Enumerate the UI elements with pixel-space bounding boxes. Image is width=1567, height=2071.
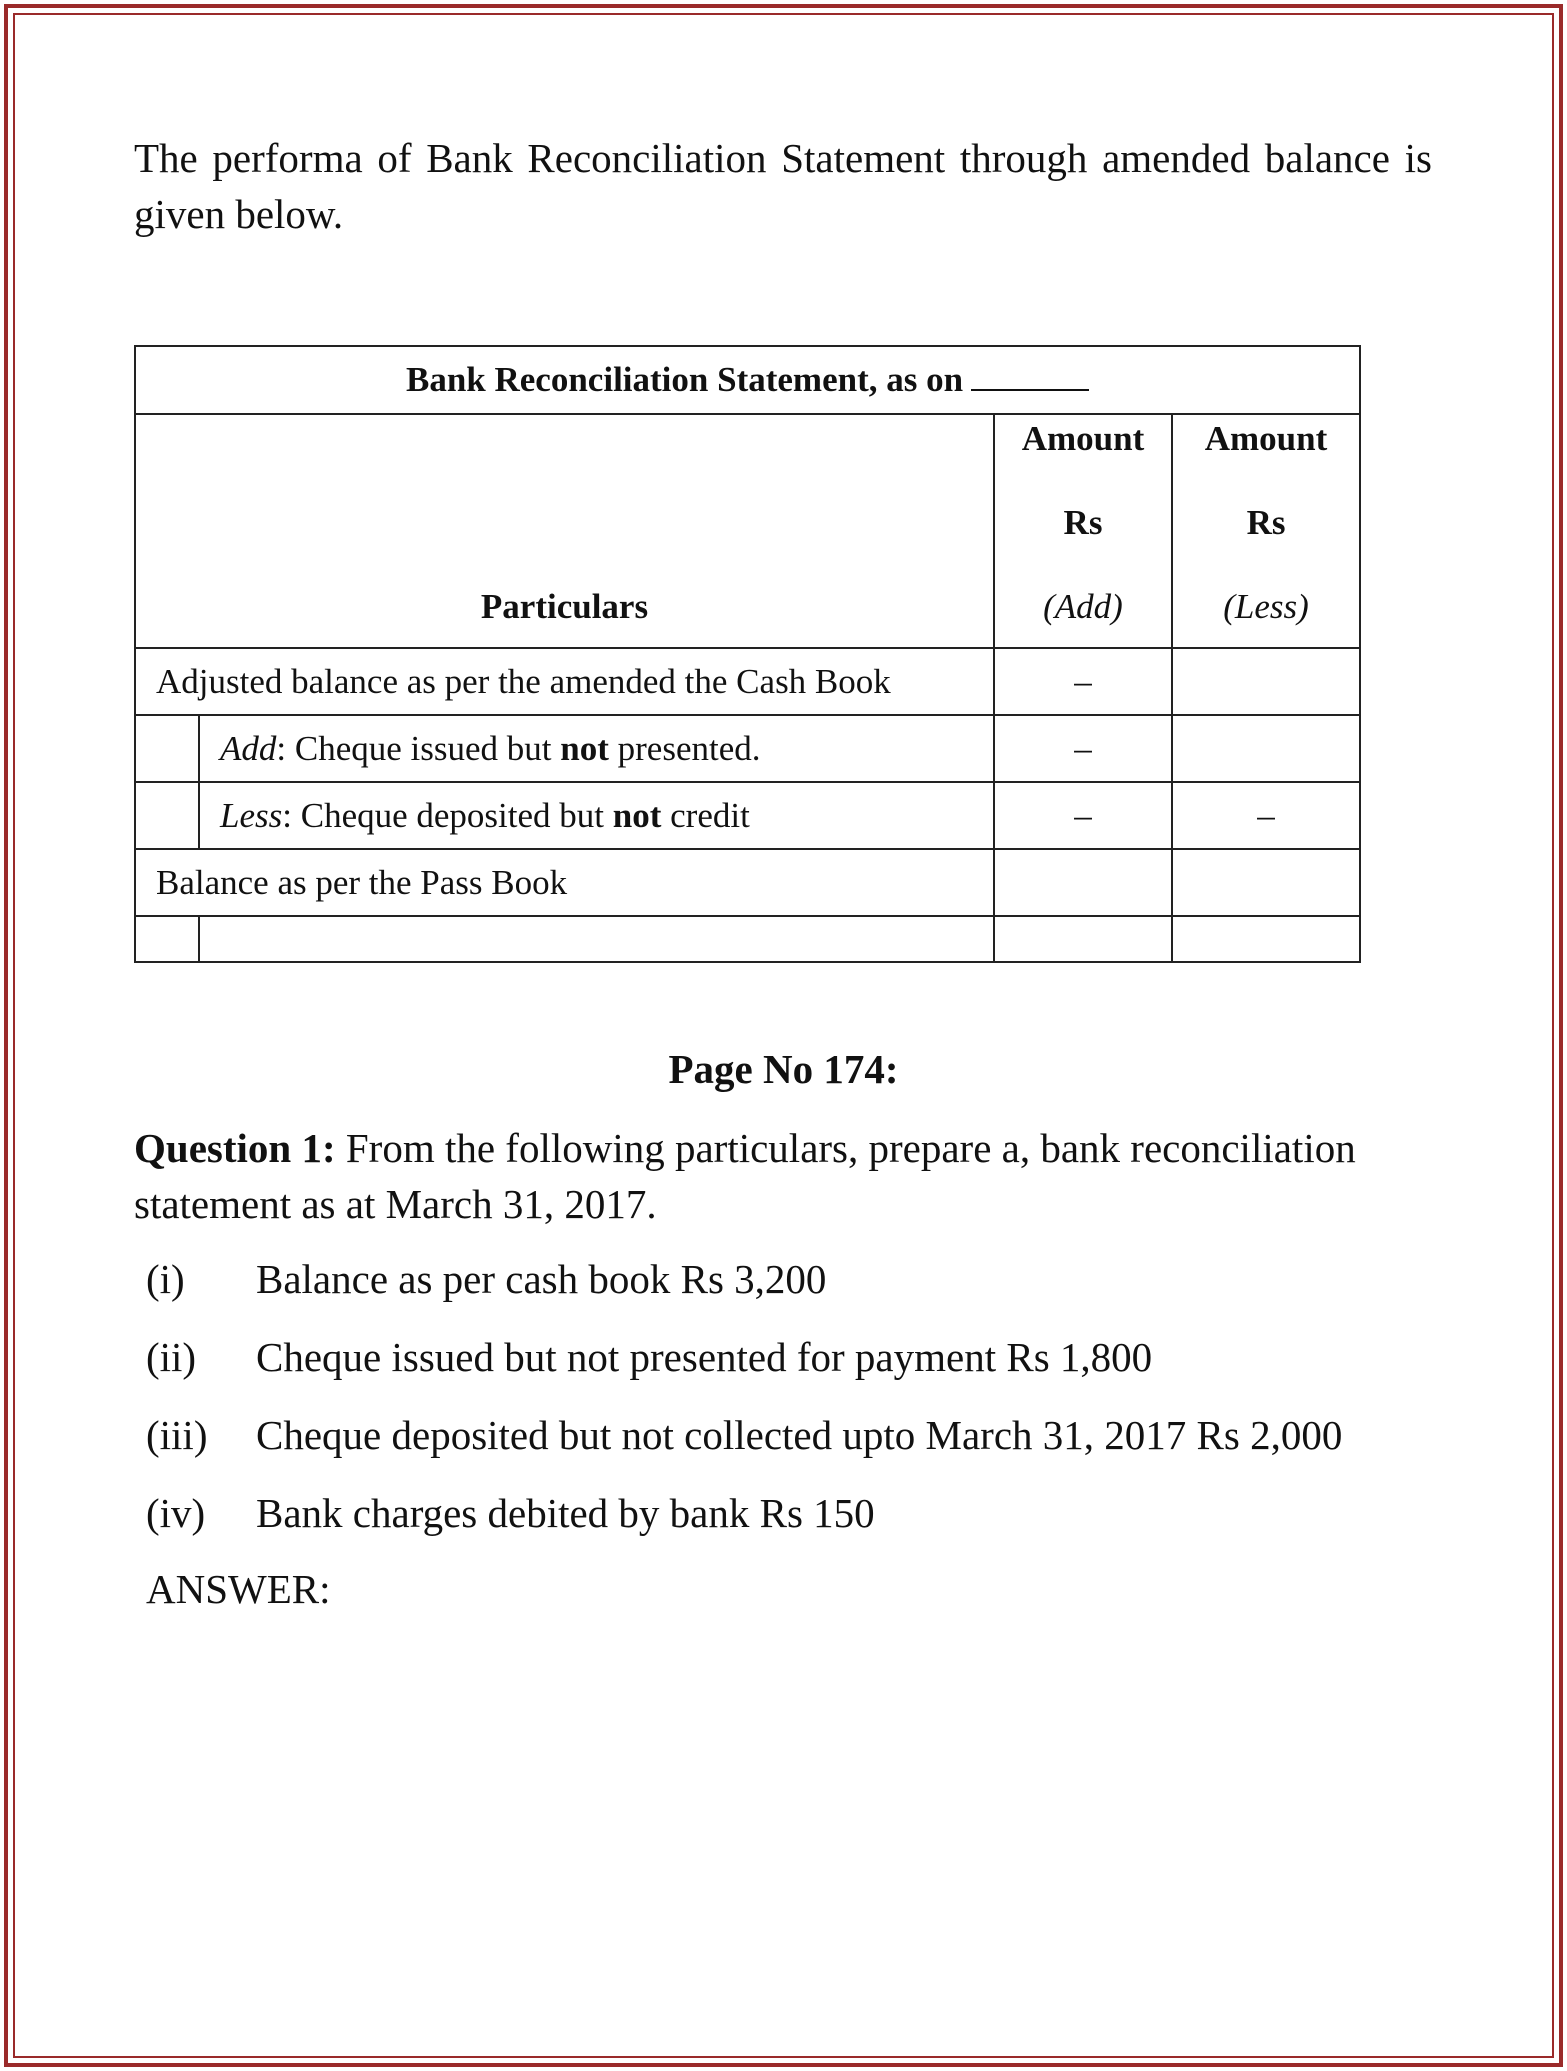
table-row [135, 849, 1360, 916]
row-add-amount: – [994, 715, 1172, 782]
row-prefix: Less [220, 795, 283, 835]
question-paragraph [134, 1120, 1432, 1232]
row-indent-cell [135, 782, 199, 849]
row-less-amount [1172, 648, 1360, 715]
question-items-list [146, 1255, 1342, 1567]
list-item [146, 1489, 1342, 1567]
header-less-line1: Amount [1204, 419, 1328, 458]
item-text: Bank charges debited by bank Rs 150 [256, 1490, 875, 1536]
row-less-amount [1172, 849, 1360, 916]
item-text: Cheque deposited but not collected upto March 31, 2017 Rs 2,000 [256, 1412, 1343, 1458]
table-row [135, 782, 1360, 849]
item-text: Cheque issued but not presented for payment Rs 1,800 [256, 1334, 1153, 1380]
row-less-amount [1172, 715, 1360, 782]
row-add-amount: – [994, 648, 1172, 715]
row-text-bold: not [612, 795, 662, 835]
header-add-line1: Amount [1021, 419, 1145, 458]
row-particular: Balance as per the Pass Book [135, 849, 994, 916]
table-row-empty [135, 916, 1360, 962]
list-item [146, 1411, 1342, 1489]
row-less-amount: – [1172, 782, 1360, 849]
header-less-line2: Rs [1246, 503, 1286, 542]
header-amount-add [994, 414, 1172, 648]
header-particulars: Particulars [135, 414, 994, 648]
item-number: (iii) [146, 1412, 208, 1458]
header-add-line2: Rs [1063, 503, 1103, 542]
item-number: (iv) [146, 1490, 206, 1536]
row-text: presented. [608, 728, 761, 768]
empty-cell [1172, 916, 1360, 962]
empty-cell [135, 916, 199, 962]
table-title: Bank Reconciliation Statement, as on [405, 360, 964, 399]
page-border-inner [13, 13, 1554, 2058]
item-number: (i) [146, 1256, 185, 1302]
question-label: Question 1: [134, 1125, 336, 1171]
reconciliation-table [134, 345, 1361, 963]
row-prefix: Add [220, 728, 277, 768]
table-row [135, 715, 1360, 782]
row-text: : Cheque deposited but [282, 795, 613, 835]
row-indent-cell [135, 715, 199, 782]
header-amount-less [1172, 414, 1360, 648]
table-title-cell [135, 346, 1360, 414]
item-number: (ii) [146, 1334, 197, 1380]
table-row [135, 648, 1360, 715]
list-item [146, 1255, 1342, 1333]
row-text: credit [661, 795, 750, 835]
item-text: Balance as per cash book Rs 3,200 [256, 1256, 827, 1302]
row-text: : Cheque issued but [276, 728, 561, 768]
row-particular: Adjusted balance as per the amended the Cash Book [135, 648, 994, 715]
question-text: From the following particulars, prepare a, bank reconciliation statement as at March 31, 2017. [134, 1125, 1356, 1227]
page-number-heading: Page No 174: [668, 1046, 899, 1092]
row-text-bold: not [560, 728, 609, 768]
intro-paragraph: The performa of Bank Reconciliation Statement through amended balance is given below. [134, 135, 1432, 237]
row-add-amount: – [994, 782, 1172, 849]
header-add-line3: (Add) [1043, 587, 1123, 626]
row-add-amount [994, 849, 1172, 916]
date-blank-line [971, 363, 1089, 391]
answer-label: ANSWER: [146, 1566, 331, 1612]
header-less-line3: (Less) [1223, 587, 1309, 626]
empty-cell [994, 916, 1172, 962]
empty-cell [199, 916, 994, 962]
list-item [146, 1333, 1342, 1411]
row-particular [199, 782, 994, 849]
row-particular [199, 715, 994, 782]
